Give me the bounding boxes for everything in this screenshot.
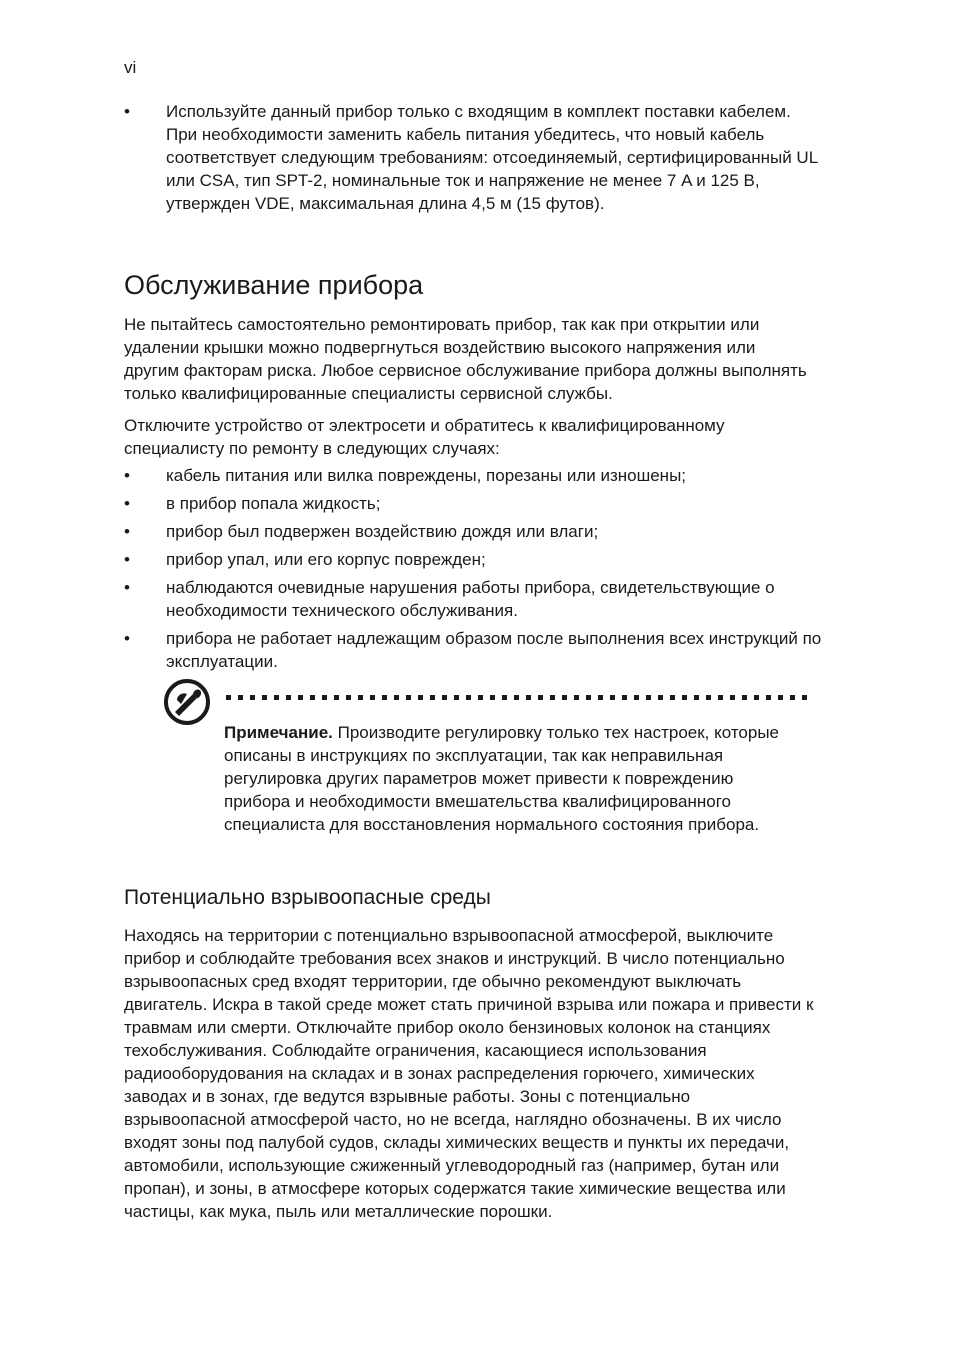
bullet-icon: • [124,466,130,485]
list-item-text: кабель питания или вилка повреждены, порезаны или изношены; [166,466,687,485]
list-item [124,576,824,622]
list-item-text: наблюдаются очевидные нарушения работы прибора, свидетельствующие о необходимости технического обслуживания. [166,578,775,620]
list-item-text: прибор упал, или его корпус поврежден; [166,550,486,569]
bullet-icon: • [124,629,130,648]
bullet-icon: • [124,494,130,513]
list-item-text: в прибор попала жидкость; [166,494,381,513]
list-item-text: прибора не работает надлежащим образом после выполнения всех инструкций по эксплуатации. [166,629,822,671]
list-item [124,520,824,543]
list-item [124,627,824,673]
section-heading-service: Обслуживание прибора [124,270,424,300]
note-body: Производите регулировку только тех настроек, которые описаны в инструкциях по эксплуатации, так как неправильная регулировка других параметров может привести к повреждению прибора и необходимости вмешательства квалифицированного специалиста для восстановления нормального состояния прибора. [224,723,780,834]
service-paragraph-2: Отключите устройство от электросети и обратитесь к квалифицированному специалисту по ремонту в следующих случаях: [124,416,725,458]
note-text [224,721,804,836]
page-number: vi [124,58,137,77]
bullet-icon: • [124,578,130,597]
list-item [124,100,824,215]
note-label: Примечание. [224,723,333,742]
section-heading-explosive: Потенциально взрывоопасные среды [124,886,491,909]
list-item-text: прибор был подвержен воздействию дождя или влаги; [166,522,599,541]
list-item [124,492,824,515]
service-cases-list [124,464,824,678]
note-icon [163,678,211,726]
note-divider [226,695,810,700]
list-item [124,464,824,487]
bullet-icon: • [124,522,130,541]
list-item-text: Используйте данный прибор только с входящим в комплект поставки кабелем. При необходимости заменить кабель питания убедитесь, что новый кабель соответствует следующим требованиям: отсоединяемый, сертифицированный UL или CSA, тип SPT-2, номинальные ток и напряжение не менее 7 A и 125 В, утвержден VDE, максимальная длина 4,5 м (15 футов). [166,102,818,213]
explosive-paragraph: Находясь на территории с потенциально взрывоопасной атмосферой, выключите прибор и соблюдайте требования всех знаков и инструкций. В число потенциально взрывоопасных сред входят территории, где обычно рекомендуют выключать двигатель. Искра в такой среде может стать причиной взрыва или пожара и привести к травмам или смерти. Отключайте прибор около бензиновых колонок на станциях техобслуживания. Соблюдайте ограничения, касающиеся использования радиооборудования на складах и в зонах распределения горючего, химических заводах и в зонах, где ведутся взрывные работы. Зоны с потенциально взрывоопасной атмосферой часто, но не всегда, наглядно обозначены. В их число входят зоны под палубой судов, склады химических веществ и пункты их передачи, автомобили, использующие сжиженный углеводородный газ (например, бутан или пропан), и зоны, в атмосфере которых содержатся такие химические вещества или частицы, как мука, пыль или металлические порошки. [124,926,814,1221]
bullet-icon: • [124,550,130,569]
bullet-icon: • [124,102,130,121]
power-cable-bullet-list [124,100,824,215]
service-paragraph-1: Не пытайтесь самостоятельно ремонтировать прибор, так как при открытии или удалении крышки можно подвергнуться воздействию высокого напряжения или другим факторам риска. Любое сервисное обслуживание прибора должны выполнять только квалифицированные специалисты сервисной службы. [124,315,807,403]
list-item [124,548,824,571]
